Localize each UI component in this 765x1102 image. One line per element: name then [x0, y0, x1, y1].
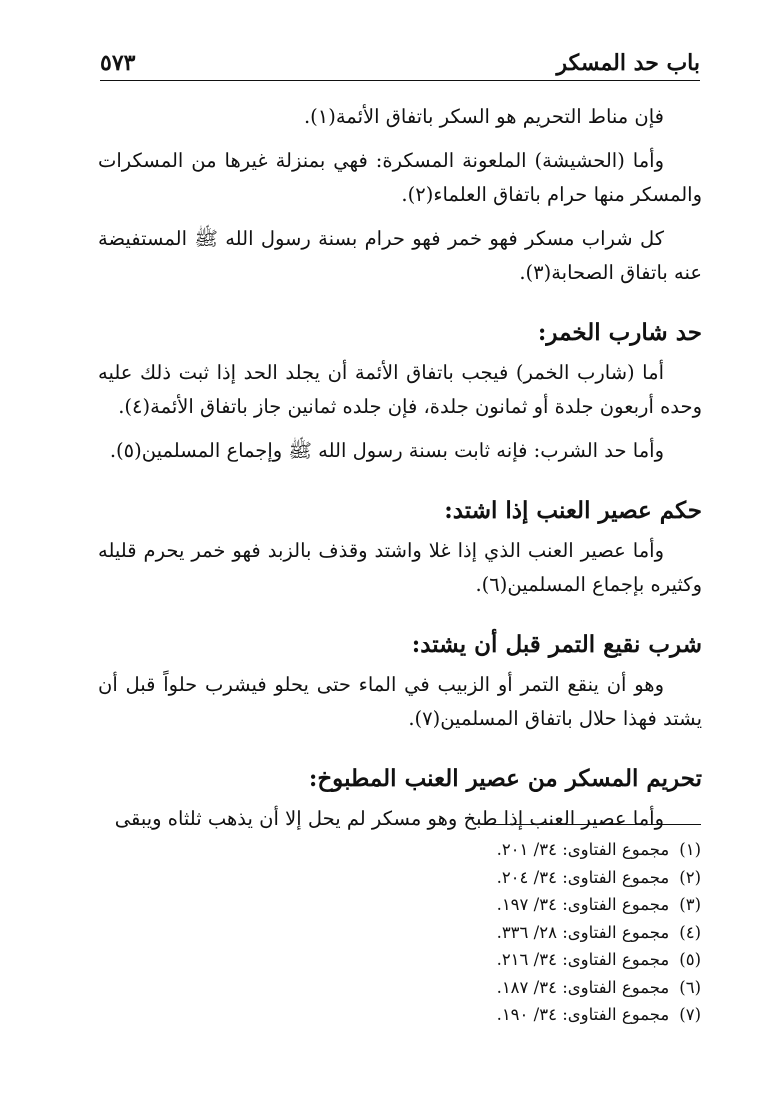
paragraph: وأما عصير العنب إذا طبخ وهو مسكر لم يحل إلا أن يذهب ثلثاه ويبقى [114, 807, 664, 830]
footnote-text: مجموع الفتاوى: ٣٤/ ٢٠١. [496, 840, 670, 859]
paragraph: أما (شارب الخمر) فيجب باتفاق الأئمة أن يجلد الحد إذا ثبت ذلك عليه وحده أربعون جلدة أو ثمانون جلدة، فإن جلده ثمانين جاز باتفاق الأئمة(٤). [98, 361, 702, 418]
paragraph: فإن مناط التحريم هو السكر باتفاق الأئمة(١). [303, 105, 664, 128]
footnote-text: مجموع الفتاوى: ٣٤/ ١٩٧. [496, 895, 670, 914]
main-text [98, 100, 702, 836]
footnote-number: (٥) [679, 950, 701, 969]
footnote-text: مجموع الفتاوى: ٢٨/ ٣٣٦. [496, 922, 670, 942]
footnote [401, 836, 701, 864]
footnote-number: (٣) [679, 895, 701, 914]
paragraph: كل شراب مسكر فهو خمر فهو حرام بسنة رسول الله ﷺ المستفيضة عنه باتفاق الصحابة(٣). [98, 227, 702, 284]
section-heading: تحريم المسكر من عصير العنب المطبوخ: [308, 765, 702, 792]
footnote [401, 919, 701, 947]
footnote [401, 891, 701, 919]
page-number: ٥٧٣ [100, 50, 136, 76]
footnote-number: (٦) [679, 977, 701, 997]
paragraph: وأما عصير العنب الذي إذا غلا واشتد وقذف بالزبد فهو خمر يحرم قليله وكثيره بإجماع المسلمين(٦). [98, 539, 702, 596]
running-header [100, 40, 700, 81]
footnote-number: (٤) [679, 922, 701, 942]
footnote-number: (٢) [679, 867, 701, 887]
footnote-text: مجموع الفتاوى: ٣٤/ ١٩٠. [496, 1005, 670, 1024]
footnotes [401, 836, 701, 1029]
section-heading: حد شارب الخمر: [537, 319, 702, 346]
footnote-text: مجموع الفتاوى: ٣٤/ ٢٠٤. [496, 867, 670, 887]
footnote-separator [483, 824, 701, 825]
footnote [401, 1001, 701, 1029]
footnote [401, 946, 701, 974]
section-heading: حكم عصير العنب إذا اشتد: [444, 497, 702, 524]
footnote-text: مجموع الفتاوى: ٣٤/ ١٨٧. [496, 977, 670, 997]
footnote [401, 974, 701, 1002]
paragraph: وأما (الحشيشة) الملعونة المسكرة: فهي بمنزلة غيرها من المسكرات والمسكر منها حرام باتفاق العلماء(٢). [98, 149, 702, 206]
chapter-title: باب حد المسكر [556, 50, 700, 76]
footnote-text: مجموع الفتاوى: ٣٤/ ٢١٦. [496, 950, 670, 969]
footnote-number: (٧) [679, 1005, 701, 1024]
paragraph: وهو أن ينقع التمر أو الزبيب في الماء حتى يحلو فيشرب حلواً قبل أن يشتد فهذا حلال باتفاق المسلمين(٧). [98, 673, 702, 730]
footnote-number: (١) [679, 840, 701, 859]
section-heading: شرب نقيع التمر قبل أن يشتد: [411, 631, 702, 658]
paragraph: وأما حد الشرب: فإنه ثابت بسنة رسول الله ﷺ وإجماع المسلمين(٥). [109, 439, 664, 462]
footnote [401, 864, 701, 892]
